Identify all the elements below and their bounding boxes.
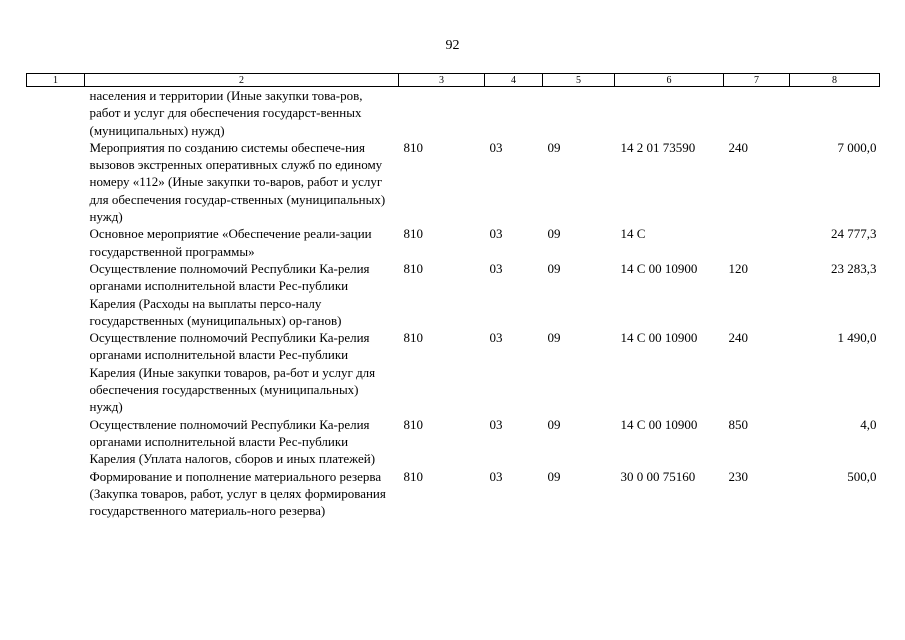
column-header: 5: [543, 74, 615, 87]
column-header: 2: [85, 74, 399, 87]
row-description: Формирование и пополнение материального резерва (Закупка товаров, работ, услуг в целях формирования государственного материаль-ного резерва): [89, 468, 386, 519]
cell-amount: 1 490,0: [837, 330, 877, 346]
table-row: [27, 416, 880, 468]
cell-section: 03: [489, 468, 503, 484]
cell-subsection: 09: [547, 260, 561, 276]
row-description: населения и территории (Иные закупки това-ров, работ и услуг для обеспечения государст-венных (муниципальных) нужд): [89, 88, 363, 138]
cell-subsection: 09: [547, 139, 561, 155]
column-number-row: [27, 74, 880, 87]
cell-ministry-code: 810: [403, 468, 423, 484]
cell-target-article: [615, 87, 724, 139]
table-row: [27, 468, 880, 520]
cell-section: 03: [489, 139, 503, 155]
cell-expense-type: 240: [728, 139, 748, 155]
cell-ministry-code: [399, 87, 485, 139]
cell-expense-type: 230: [728, 468, 748, 484]
cell-target-article: 14 С 00 10900: [620, 416, 698, 432]
cell-expense-type: [724, 225, 790, 260]
row-description: Осуществление полномочий Республики Ка-релия органами исполнительной власти Рес-публики Карелия (Уплата налогов, сборов и иных платежей): [89, 416, 376, 467]
column-header: 4: [485, 74, 543, 87]
cell-target-article: 30 0 00 75160: [620, 468, 696, 484]
cell-ministry-code: 810: [403, 139, 423, 155]
column-header: 6: [615, 74, 724, 87]
table-row: [27, 139, 880, 225]
table-row: [27, 329, 880, 415]
row-description: Мероприятия по созданию системы обеспече-ния вызовов экстренных оперативных служб по единому номеру «112» (Иные закупки то-варов, работ и услуг для обеспечения государ-ственных (муниципальных) нужд): [89, 139, 386, 225]
cell-amount: 500,0: [847, 468, 877, 484]
column-header: 1: [27, 74, 85, 87]
row-description: Осуществление полномочий Республики Ка-релия органами исполнительной власти Рес-публики Карелия (Расходы на выплаты персо-налу государственных (муниципальных) ор-ганов): [89, 260, 370, 328]
cell-ministry-code: 810: [403, 330, 423, 346]
table-row: [27, 260, 880, 329]
cell-target-article: 14 С 00 10900: [620, 330, 698, 346]
cell-target-article: 14 С: [620, 226, 646, 242]
cell-subsection: 09: [547, 330, 561, 346]
table-row: [27, 87, 880, 139]
cell-subsection: 09: [547, 226, 561, 242]
cell-subsection: 09: [547, 468, 561, 484]
column-header: 8: [790, 74, 880, 87]
cell-section: 03: [489, 226, 503, 242]
cell-section: 03: [489, 330, 503, 346]
cell-expense-type: 850: [728, 416, 748, 432]
cell-ministry-code: 810: [403, 226, 423, 242]
cell-subsection: [543, 87, 615, 139]
cell-amount: 23 283,3: [831, 260, 877, 276]
cell-amount: 4,0: [860, 416, 877, 432]
cell-expense-type: 120: [728, 260, 748, 276]
column-header: 7: [724, 74, 790, 87]
row-description: Осуществление полномочий Республики Ка-релия органами исполнительной власти Рес-публики Карелия (Иные закупки товаров, ра-бот и услуг для обеспечения государственных (муниципальных) нужд): [89, 330, 376, 415]
cell-section: 03: [489, 416, 503, 432]
cell-target-article: 14 С 00 10900: [620, 260, 698, 276]
page-number: 92: [445, 38, 460, 53]
table-row: [27, 225, 880, 260]
cell-expense-type: 240: [728, 330, 748, 346]
budget-table: [26, 73, 880, 519]
cell-ministry-code: 810: [403, 416, 423, 432]
cell-amount: [790, 87, 880, 139]
cell-target-article: 14 2 01 73590: [620, 139, 696, 155]
column-header: 3: [399, 74, 485, 87]
cell-amount: 24 777,3: [831, 226, 877, 242]
cell-amount: 7 000,0: [837, 139, 877, 155]
cell-section: 03: [489, 260, 503, 276]
cell-ministry-code: 810: [403, 260, 423, 276]
cell-subsection: 09: [547, 416, 561, 432]
cell-expense-type: [724, 87, 790, 139]
cell-section: [485, 87, 543, 139]
row-description: Основное мероприятие «Обеспечение реали-зации государственной программы»: [89, 226, 372, 259]
